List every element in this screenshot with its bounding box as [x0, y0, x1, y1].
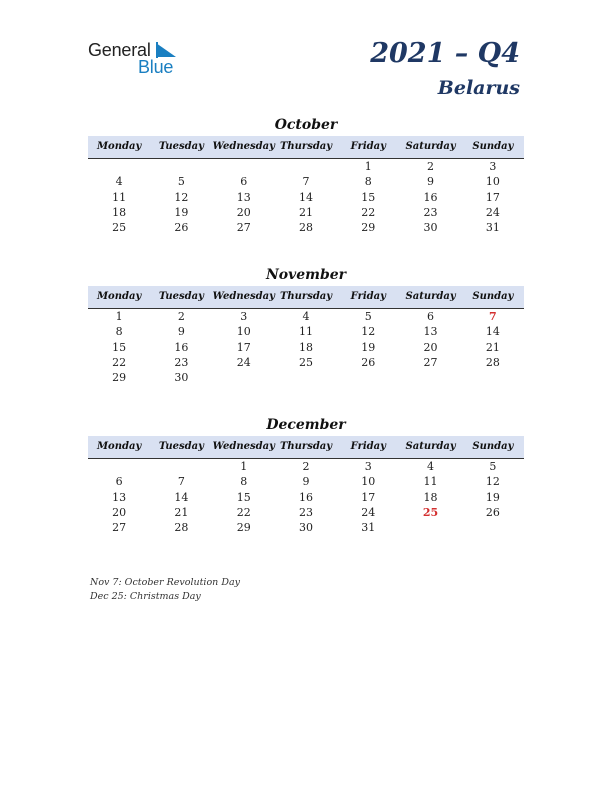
weekday-label: Friday	[350, 441, 386, 452]
day-cell: 15	[236, 490, 251, 504]
day-cell: 14	[174, 490, 189, 504]
weekday-label: Tuesday	[158, 141, 204, 152]
week-row	[88, 159, 524, 174]
day-cell: 11	[112, 190, 127, 204]
day-cell: 5	[489, 460, 497, 473]
day-cell: 4	[427, 460, 435, 473]
week-row	[88, 520, 524, 535]
week-row	[88, 355, 524, 370]
week-row	[88, 190, 524, 205]
day-cell: 17	[361, 490, 376, 504]
day-cell: 8	[240, 475, 248, 489]
country-name: Belarus	[437, 77, 520, 99]
month-title: October	[274, 117, 338, 133]
day-cell: 9	[302, 475, 310, 489]
day-cell: 8	[115, 325, 123, 339]
week-row	[88, 174, 524, 189]
day-cell: 22	[236, 505, 251, 519]
day-cell: 5	[177, 175, 185, 189]
day-cell: 30	[298, 521, 313, 535]
holiday-note: Dec 25: Christmas Day	[90, 591, 201, 602]
day-cell: 13	[423, 325, 438, 339]
empty-day-cell	[462, 370, 524, 385]
weekday-label: Sunday	[472, 141, 514, 152]
weekday-label: Monday	[96, 141, 142, 152]
weekday-label: Wednesday	[212, 291, 275, 302]
empty-day-cell	[275, 370, 337, 385]
weekday-label: Sunday	[472, 291, 514, 302]
day-cell: 17	[485, 190, 500, 204]
day-cell: 23	[423, 205, 438, 219]
month-calendar-december	[88, 416, 524, 535]
month-title: November	[265, 267, 347, 283]
day-cell: 7	[489, 310, 497, 323]
day-cell: 9	[177, 325, 185, 339]
day-cell: 3	[240, 310, 248, 323]
week-row	[88, 370, 524, 385]
month-calendar-november	[88, 266, 524, 385]
day-cell: 20	[112, 505, 127, 519]
day-cell: 20	[423, 340, 438, 354]
weekday-header	[88, 436, 524, 459]
day-cell: 13	[112, 490, 127, 504]
weekday-label: Monday	[96, 441, 142, 452]
day-cell: 7	[302, 175, 310, 189]
day-cell: 8	[364, 175, 372, 189]
empty-day-cell	[213, 370, 275, 385]
day-cell: 11	[423, 475, 438, 489]
weekday-label: Thursday	[279, 441, 333, 452]
month-title: December	[266, 417, 346, 433]
empty-day-cell	[150, 459, 212, 474]
day-cell: 31	[485, 221, 500, 235]
month-grid	[88, 459, 524, 535]
day-cell: 6	[115, 475, 123, 489]
day-cell: 27	[236, 221, 251, 235]
empty-day-cell	[150, 159, 212, 174]
day-cell: 12	[174, 190, 189, 204]
week-row	[88, 490, 524, 505]
weekday-label: Thursday	[279, 141, 333, 152]
day-cell: 27	[423, 355, 438, 369]
month-grid	[88, 309, 524, 385]
weekday-label: Friday	[350, 291, 386, 302]
weekday-label: Monday	[96, 291, 142, 302]
weekday-label: Sunday	[472, 441, 514, 452]
day-cell: 4	[115, 175, 123, 189]
weekday-label: Friday	[350, 141, 386, 152]
weekday-label: Saturday	[405, 291, 456, 302]
weekday-label: Wednesday	[212, 441, 275, 452]
day-cell: 22	[361, 205, 376, 219]
month-grid	[88, 159, 524, 235]
empty-day-cell	[462, 520, 524, 535]
weekday-label: Tuesday	[158, 291, 204, 302]
week-row	[88, 205, 524, 220]
day-cell: 25	[422, 505, 439, 519]
day-cell: 10	[361, 475, 376, 489]
day-cell: 27	[112, 521, 127, 535]
day-cell: 23	[298, 505, 313, 519]
day-cell: 5	[364, 310, 372, 323]
logo-blue-text: Blue	[138, 57, 174, 77]
day-cell: 7	[177, 475, 185, 489]
weekday-header	[88, 136, 524, 159]
day-cell: 9	[427, 175, 435, 189]
day-cell: 28	[174, 521, 189, 535]
week-row	[88, 340, 524, 355]
month-calendar-october	[88, 116, 524, 235]
logo-general-text: General	[88, 40, 151, 60]
day-cell: 10	[236, 325, 251, 339]
day-cell: 16	[298, 490, 313, 504]
day-cell: 24	[236, 355, 251, 369]
day-cell: 25	[112, 221, 127, 235]
week-row	[88, 505, 524, 520]
day-cell: 12	[485, 475, 500, 489]
day-cell: 16	[423, 190, 438, 204]
empty-day-cell	[337, 370, 399, 385]
day-cell: 24	[361, 505, 376, 519]
day-cell: 14	[485, 325, 500, 339]
day-cell: 25	[298, 355, 313, 369]
day-cell: 23	[174, 355, 189, 369]
day-cell: 21	[174, 505, 189, 519]
weekday-header	[88, 286, 524, 309]
day-cell: 21	[298, 205, 313, 219]
holiday-notes	[90, 576, 240, 604]
day-cell: 26	[361, 355, 376, 369]
day-cell: 31	[361, 521, 376, 535]
week-row	[88, 220, 524, 235]
day-cell: 29	[361, 221, 376, 235]
day-cell: 22	[112, 355, 127, 369]
weekday-label: Wednesday	[212, 141, 275, 152]
page-title: 2021 – Q4	[370, 38, 520, 69]
day-cell: 19	[361, 340, 376, 354]
day-cell: 29	[112, 371, 127, 385]
day-cell: 24	[485, 205, 500, 219]
day-cell: 18	[423, 490, 438, 504]
day-cell: 15	[361, 190, 376, 204]
day-cell: 11	[298, 325, 313, 339]
day-cell: 20	[236, 205, 251, 219]
day-cell: 18	[298, 340, 313, 354]
empty-day-cell	[213, 159, 275, 174]
day-cell: 16	[174, 340, 189, 354]
day-cell: 12	[361, 325, 376, 339]
day-cell: 26	[485, 505, 500, 519]
weekday-label: Saturday	[405, 141, 456, 152]
weekday-label: Thursday	[279, 291, 333, 302]
day-cell: 1	[364, 160, 372, 173]
day-cell: 19	[174, 205, 189, 219]
day-cell: 29	[236, 521, 251, 535]
day-cell: 26	[174, 221, 189, 235]
day-cell: 18	[112, 205, 127, 219]
week-row	[88, 309, 524, 324]
day-cell: 21	[485, 340, 500, 354]
day-cell: 10	[485, 175, 500, 189]
week-row	[88, 474, 524, 489]
day-cell: 3	[364, 460, 372, 473]
logo-flag-icon	[154, 42, 178, 58]
day-cell: 14	[298, 190, 313, 204]
empty-day-cell	[88, 159, 150, 174]
empty-day-cell	[275, 159, 337, 174]
day-cell: 30	[423, 221, 438, 235]
day-cell: 2	[177, 310, 185, 323]
day-cell: 13	[236, 190, 251, 204]
day-cell: 2	[302, 460, 310, 473]
day-cell: 3	[489, 160, 497, 173]
weekday-label: Tuesday	[158, 441, 204, 452]
day-cell: 6	[240, 175, 248, 189]
day-cell: 17	[236, 340, 251, 354]
empty-day-cell	[88, 459, 150, 474]
day-cell: 28	[485, 355, 500, 369]
day-cell: 1	[115, 310, 123, 323]
week-row	[88, 324, 524, 339]
day-cell: 19	[485, 490, 500, 504]
week-row	[88, 459, 524, 474]
day-cell: 30	[174, 371, 189, 385]
day-cell: 6	[427, 310, 435, 323]
empty-day-cell	[399, 370, 461, 385]
day-cell: 15	[112, 340, 127, 354]
empty-day-cell	[399, 520, 461, 535]
holiday-note: Nov 7: October Revolution Day	[90, 577, 240, 588]
logo	[88, 40, 188, 76]
day-cell: 4	[302, 310, 310, 323]
day-cell: 28	[298, 221, 313, 235]
day-cell: 2	[427, 160, 435, 173]
weekday-label: Saturday	[405, 441, 456, 452]
day-cell: 1	[240, 460, 248, 473]
